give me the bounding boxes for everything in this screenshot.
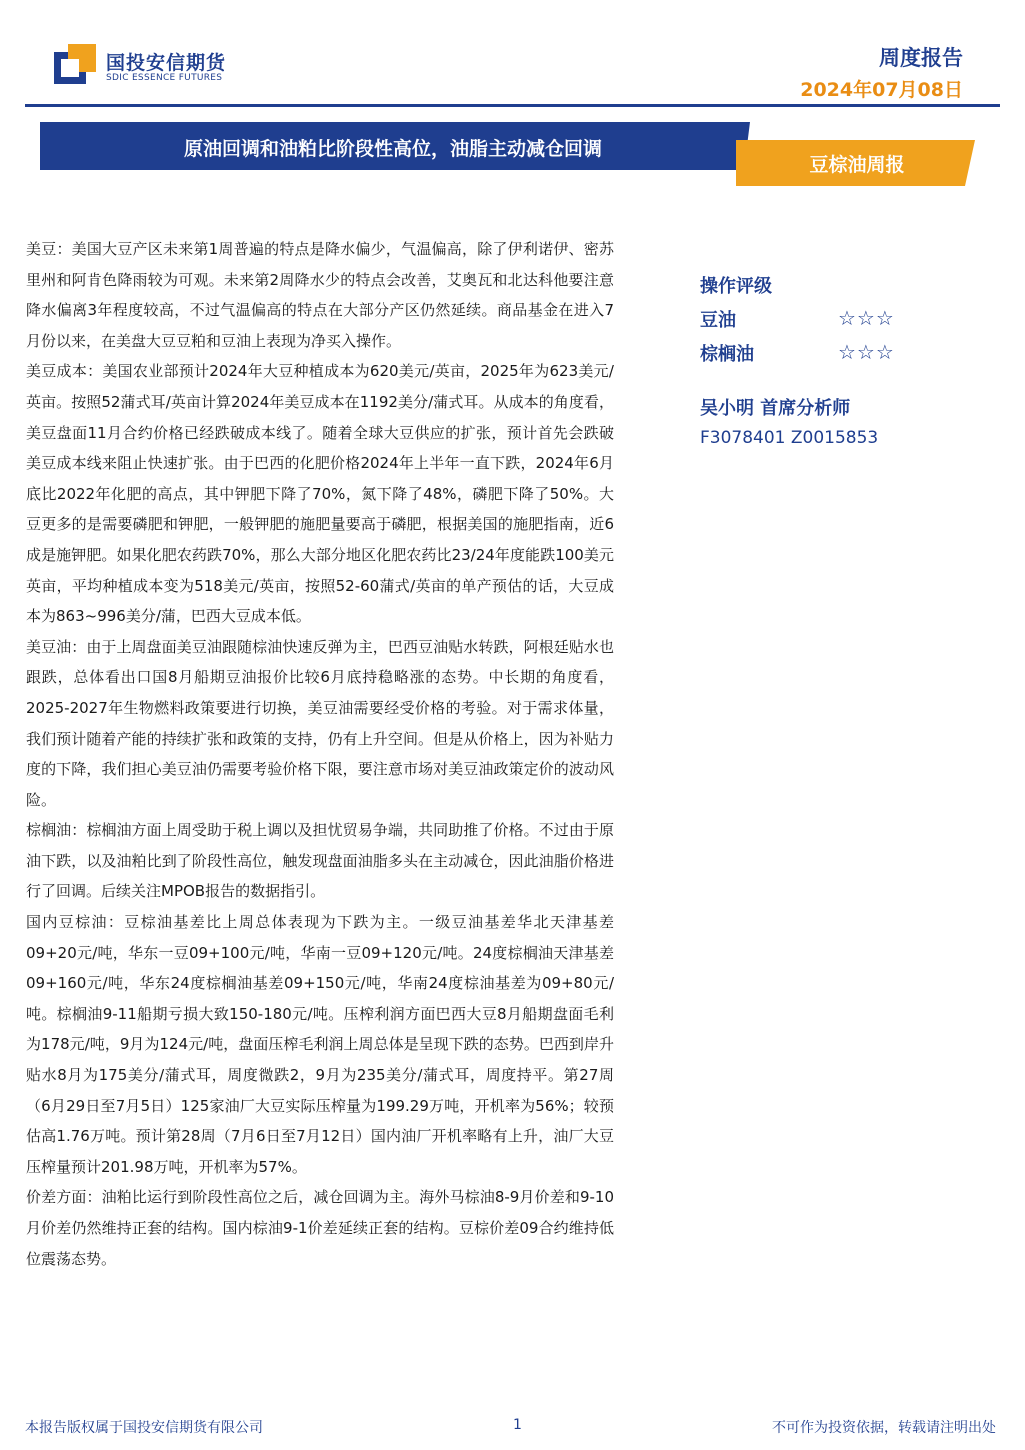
paragraph-us-soy-cost: 美豆成本：美国农业部预计2024年大豆种植成本为620美元/英亩，2025年为623美元/英亩。按照52蒲式耳/英亩计算2024年美豆成本在1192美分/蒲式耳。从成本的角度看，美豆盘面11月合约价格已经跌破成本线了。随着全球大豆供应的扩张，预计首先会跌破美豆成本线来阻止快速扩张。由于巴西的化肥价格2024年上半年一直下跌，2024年6月底比2022年化肥的高点，其中钾肥下降了70%，氮下降了48%，磷肥下降了50%。大豆更多的是需要磷肥和钾肥，一般钾肥的施肥量要高于磷肥，根据美国的施肥指南，近6成是施钾肥。如果化肥农药跌70%，那么大部分地区化肥农药比23/24年度能跌100美元英亩，平均种植成本变为518美元/英亩，按照52-60蒲式/英亩的单产预估的话，大豆成本为863~996美分/蒲，巴西大豆成本低。 [26, 362, 614, 626]
company-logo [54, 42, 244, 90]
paragraph-us-soyoil: 美豆油：由于上周盘面美豆油跟随棕油快速反弹为主，巴西豆油贴水转跌，阿根廷贴水也跟跌，总体看出口国8月船期豆油报价比较6月底持稳略涨的态势。中长期的角度看，2025-2027年生物燃料政策要进行切换，美豆油需要经受价格的考验。对于需求体量，我们预计随着产能的持续扩张和政策的支持，仍有上升空间。但是从价格上，因为补贴力度的下降，我们担心美豆油仍需要考验价格下限，要注意市场对美豆油政策定价的波动风险。 [26, 637, 614, 809]
title-banner [0, 118, 1025, 193]
rating-row-soyoil [700, 306, 960, 340]
page-number: 1 [513, 1417, 522, 1433]
brand-name-en: SDIC ESSENCE FUTURES [106, 73, 223, 83]
header-divider [25, 104, 1000, 107]
brand-name-cn: 国投安信期货 [106, 52, 227, 74]
page-footer [25, 1417, 1000, 1439]
report-date: 2024年07月08日 [800, 79, 963, 101]
report-body [26, 234, 614, 1274]
rating-row-palm-oil [700, 340, 960, 374]
paragraph-palm-oil: 棕榈油：棕榈油方面上周受助于税上调以及担忧贸易争端，共同助推了价格。不过由于原油下跌，以及油粕比到了阶段性高位，触发现盘面油脂多头在主动减仓，因此油脂价格进行了回调。后续关注MPOB报告的数据指引。 [26, 821, 614, 901]
star-rating-icon: ☆☆☆ [838, 340, 895, 364]
rating-name: 豆油 [700, 310, 736, 331]
sidebar [700, 272, 960, 448]
report-type: 周度报告 [879, 46, 963, 70]
logo-mark-icon [54, 42, 98, 86]
star-rating-icon: ☆☆☆ [838, 306, 895, 330]
report-title: 原油回调和油粕比阶段性高位，油脂主动减仓回调 [183, 138, 602, 160]
footer-disclaimer: 不可作为投资依据，转载请注明出处 [772, 1420, 996, 1436]
paragraph-spreads: 价差方面：油粕比运行到阶段性高位之后，减仓回调为主。海外马棕油8-9月价差和9-10月价差仍然维持正套的结构。国内棕油9-1价差延续正套的结构。豆棕价差09合约维持低位震荡态势。 [26, 1188, 614, 1268]
rating-name: 棕榈油 [700, 344, 754, 365]
paragraph-us-soy: 美豆：美国大豆产区未来第1周普遍的特点是降水偏少，气温偏高，除了伊利诺伊、密苏里州和阿肯色降雨较为可观。未来第2周降水少的特点会改善，艾奥瓦和北达科他要注意降水偏离3年程度较高，不过气温偏高的特点在大部分产区仍然延续。商品基金在进入7月份以来，在美盘大豆豆粕和豆油上表现为净买入操作。 [26, 240, 614, 350]
paragraph-domestic: 国内豆棕油：豆棕油基差比上周总体表现为下跌为主。一级豆油基差华北天津基差09+20元/吨，华东一豆09+100元/吨，华南一豆09+120元/吨。24度棕榈油天津基差09+160元/吨，华东24度棕榈油基差09+150元/吨，华南24度棕油基差为09+80元/吨。棕榈油9-11船期亏损大致150-180元/吨。压榨利润方面巴西大豆8月船期盘面毛利为178元/吨，9月为124元/吨，盘面压榨毛利润上周总体是呈现下跌的态势。巴西到岸升贴水8月为175美分/蒲式耳，周度微跌2，9月为235美分/蒲式耳，周度持平。第27周（6月29日至7月5日）125家油厂大豆实际压榨量为199.29万吨，开机率为56%；较预估高1.76万吨。预计第28周（7月6日至7月12日）国内油厂开机率略有上升，油厂大豆压榨量预计201.98万吨，开机率为57%。 [26, 913, 614, 1176]
footer-copyright: 本报告版权属于国投安信期货有限公司 [25, 1420, 263, 1436]
report-category-tag: 豆棕油周报 [809, 154, 905, 176]
analyst-name: 吴小明 首席分析师 [700, 398, 851, 419]
rating-heading: 操作评级 [700, 276, 772, 297]
analyst-license: F3078401 Z0015853 [700, 428, 879, 448]
